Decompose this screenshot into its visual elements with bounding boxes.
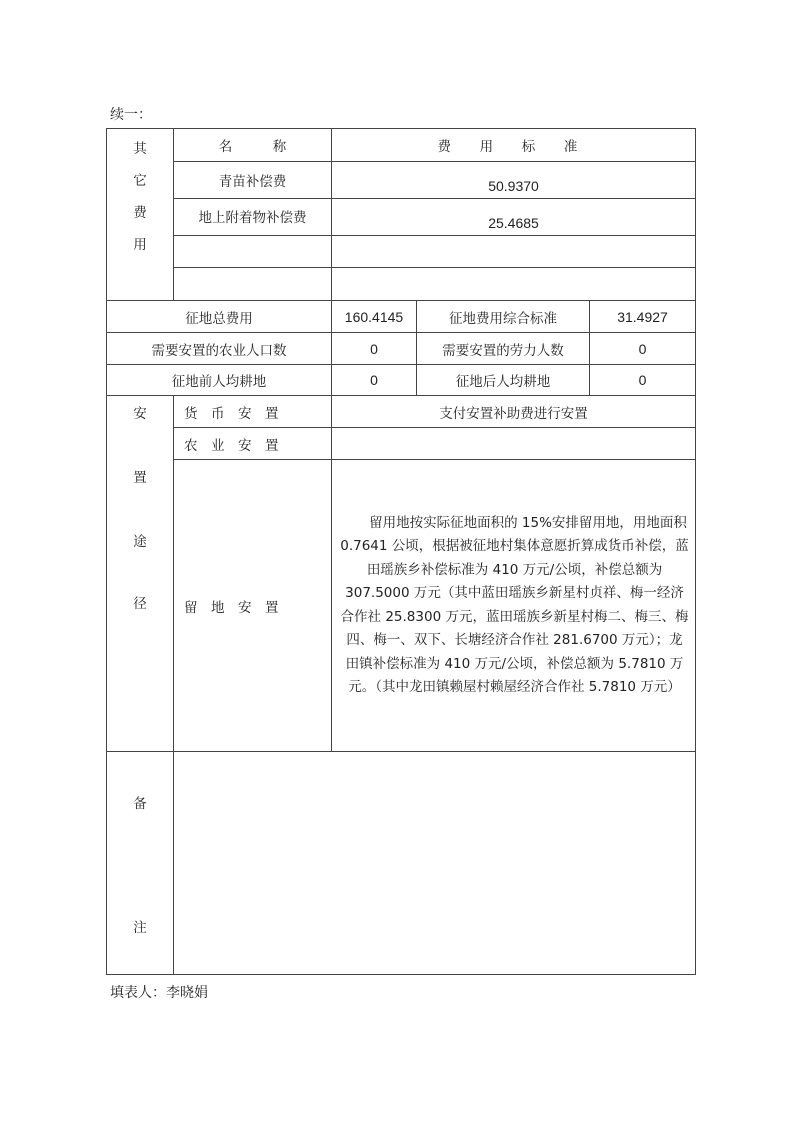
other-fees-char-3: 费 [133,205,147,221]
standard-column-header: 费 用 标 准 [332,129,696,162]
total-cost-value: 160.4145 [332,301,417,333]
fee-value-cell [332,236,696,268]
other-fees-header-row [107,129,696,162]
remarks-content [174,752,696,975]
fee-name-cell: 地上附着物补偿费 [174,199,332,236]
resettlement-char-2: 置 [133,470,147,486]
fee-name-cell [174,236,332,268]
name-column-header: 名 称 [174,129,332,162]
resettlement-char-1: 安 [133,406,147,422]
fee-value-cell: 50.9370 [332,162,696,199]
farmland-after-value: 0 [590,365,696,396]
labor-count-value: 0 [590,333,696,365]
other-fees-char-4: 用 [133,237,147,253]
monetary-resettlement-label: 货 币 安 置 [174,396,332,428]
labor-count-label: 需要安置的劳力人数 [417,333,590,365]
fee-row [107,268,696,301]
total-cost-row [107,301,696,333]
agricultural-resettlement-row [107,428,696,460]
resettlement-char-3: 途 [133,534,147,550]
farmland-before-label: 征地前人均耕地 [107,365,332,396]
reserved-land-resettlement-value [332,460,696,752]
fee-name-cell: 青苗补偿费 [174,162,332,199]
fee-row [107,162,696,199]
population-row [107,333,696,365]
remarks-label-top: 备 [133,796,147,812]
fee-value-cell [332,268,696,301]
other-fees-char-1: 其 [133,141,147,157]
agricultural-resettlement-label: 农 业 安 置 [174,428,332,460]
other-fees-char-2: 它 [133,173,147,189]
farm-population-value: 0 [332,333,417,365]
reserved-land-paragraph: 留用地按实际征地面积的 15%安排留用地，用地面积 0.7641 公顷，根据被征地村集体意愿折算成货币补偿，蓝田瑶族乡补偿标准为 410 万元/公顷，补偿总额为 307.5000 万元（其中蓝田瑶族乡新星村贞祥、梅一经济合作社 25.8300 万元，蓝田瑶族乡新星村梅二、梅三、梅四、梅一、双下、长塘经济合作社 281.6700 万元）；龙田镇补偿标准为 410 万元/公顷，补偿总额为 5.7810 万元。（其中龙田镇赖屋村赖屋经济合作社 5.7810 万元） [340,514,689,696]
reserved-land-resettlement-row [107,460,696,752]
resettlement-char-4: 径 [133,596,147,612]
fee-value-cell: 25.4685 [332,199,696,236]
monetary-resettlement-value: 支付安置补助费进行安置 [332,396,696,428]
fee-row [107,199,696,236]
composite-standard-label: 征地费用综合标准 [417,301,590,333]
land-acquisition-form-table [106,128,696,975]
monetary-resettlement-row [107,396,696,428]
form-filler: 填表人：李晓娟 [110,985,208,1001]
total-cost-label: 征地总费用 [107,301,332,333]
farm-population-label: 需要安置的农业人口数 [107,333,332,365]
farmland-row [107,365,696,396]
fee-name-cell [174,268,332,301]
farmland-before-value: 0 [332,365,417,396]
agricultural-resettlement-value [332,428,696,460]
resettlement-section-label [107,396,174,752]
reserved-land-resettlement-label: 留 地 安 置 [174,460,332,752]
farmland-after-label: 征地后人均耕地 [417,365,590,396]
fee-row [107,236,696,268]
remarks-label [107,752,174,975]
composite-standard-value: 31.4927 [590,301,696,333]
continuation-label: 续一： [110,107,152,123]
remarks-row [107,752,696,975]
remarks-label-bottom: 注 [133,920,147,936]
other-fees-section-label [107,129,174,301]
